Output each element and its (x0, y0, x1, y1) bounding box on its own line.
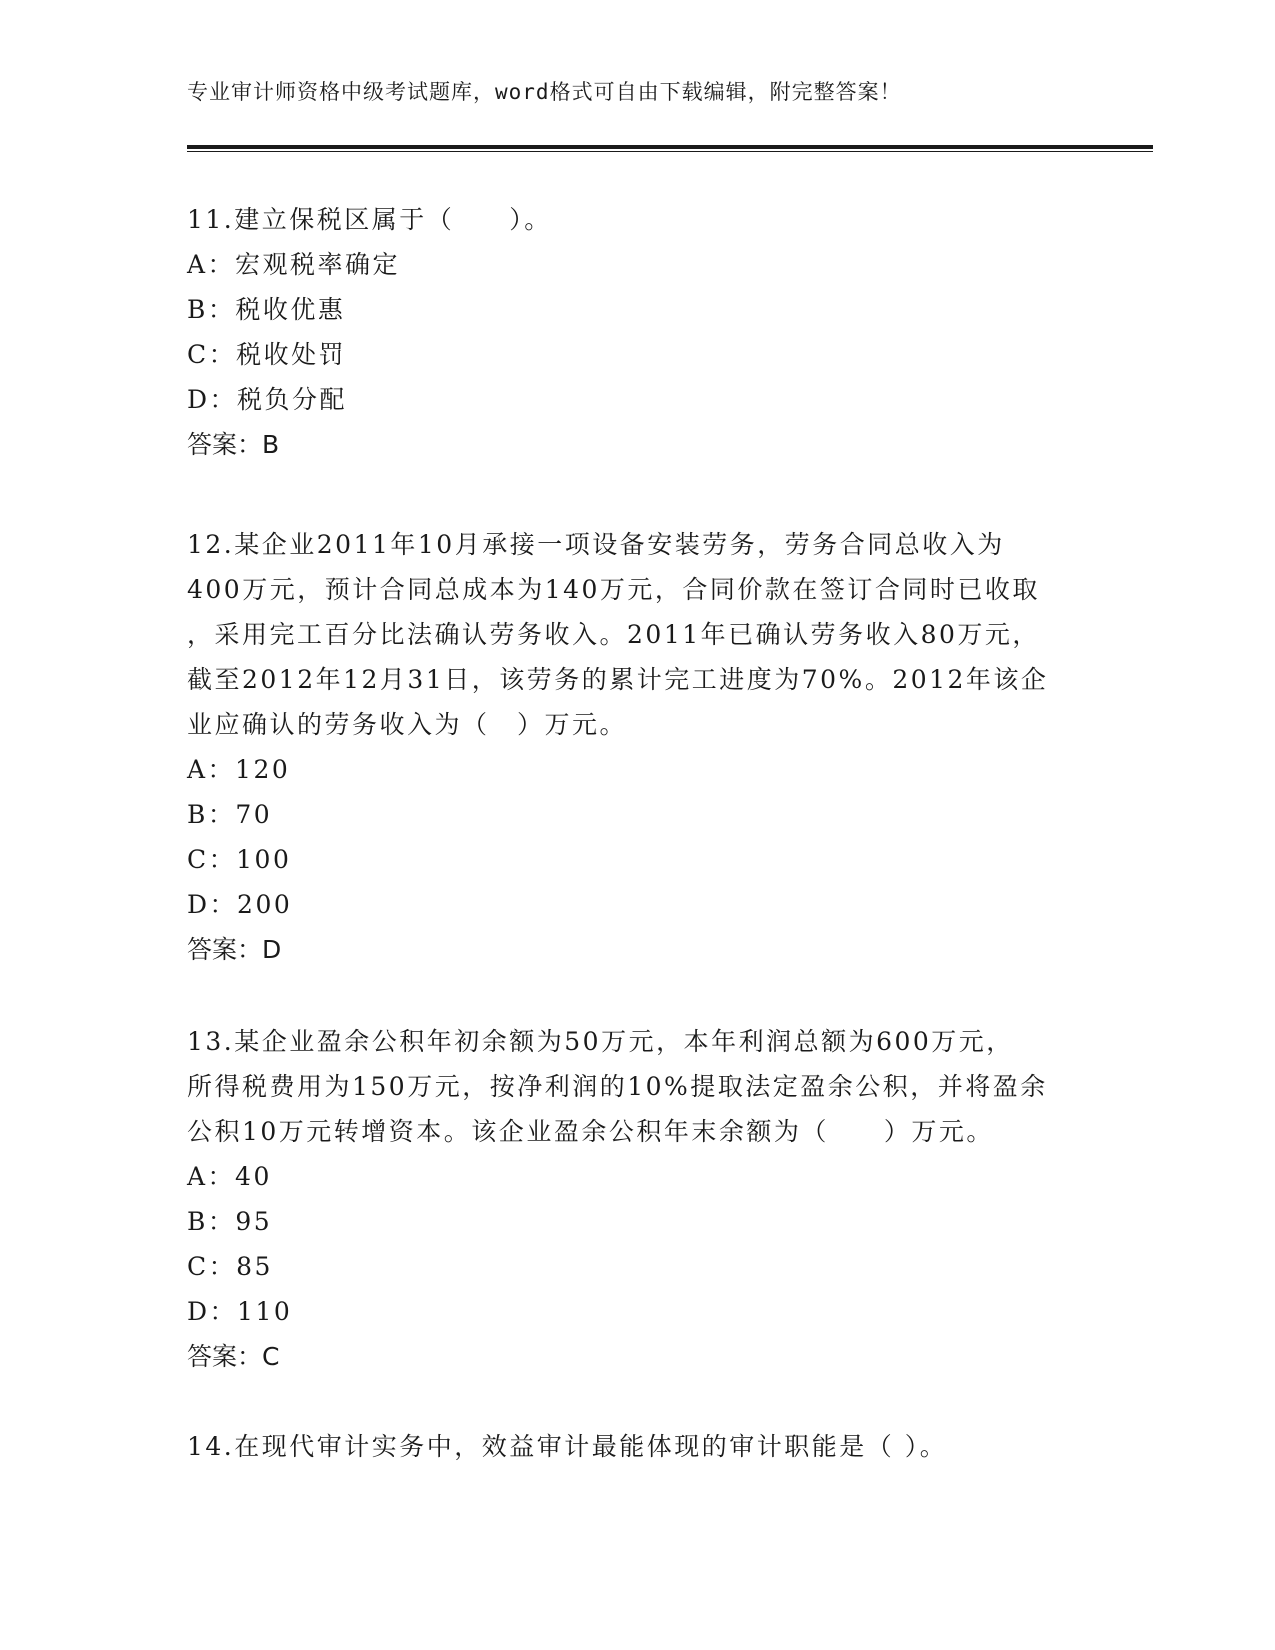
question-stem: 14.在现代审计实务中，效益审计最能体现的审计职能是（ ）。 (187, 1432, 948, 1461)
question-11 (187, 197, 1087, 467)
question-stem-line: 截至2012年12月31日，该劳务的累计完工进度为70%。2012年该企 (187, 665, 1049, 694)
option-c: C：税收处罚 (187, 340, 347, 369)
option-b: B：70 (187, 800, 273, 829)
answer-label: 答案：D (187, 935, 282, 964)
header-divider (187, 145, 1153, 152)
question-stem: 11.建立保税区属于（ ）。 (187, 205, 552, 234)
question-stem-line: 12.某企业2011年10月承接一项设备安装劳务，劳务合同总收入为 (187, 530, 1005, 559)
option-d: D：税负分配 (187, 385, 348, 414)
question-14 (187, 1424, 1087, 1469)
option-c: C：85 (187, 1252, 273, 1281)
question-12 (187, 522, 1087, 972)
option-d: D：200 (187, 890, 293, 919)
option-a: A：120 (187, 755, 291, 784)
option-b: B：95 (187, 1207, 273, 1236)
question-stem-line: ，采用完工百分比法确认劳务收入。2011年已确认劳务收入80万元， (187, 620, 1040, 649)
option-a: A：宏观税率确定 (187, 250, 401, 279)
question-stem-line: 业应确认的劳务收入为（ ）万元。 (187, 710, 628, 739)
option-a: A：40 (187, 1162, 272, 1191)
question-stem-line: 400万元，预计合同总成本为140万元，合同价款在签订合同时已收取 (187, 575, 1040, 604)
question-stem-line: 公积10万元转增资本。该企业盈余公积年末余额为（ ）万元。 (187, 1117, 994, 1146)
question-stem-line: 所得税费用为150万元，按净利润的10%提取法定盈余公积，并将盈余 (187, 1072, 1048, 1101)
answer-label: 答案：B (187, 430, 280, 459)
option-b: B：税收优惠 (187, 295, 346, 324)
option-c: C：100 (187, 845, 292, 874)
question-13 (187, 1019, 1087, 1379)
answer-label: 答案：C (187, 1342, 280, 1371)
question-stem-line: 13.某企业盈余公积年初余额为50万元，本年利润总额为600万元， (187, 1027, 1014, 1056)
page-header: 专业审计师资格中级考试题库，word格式可自由下载编辑，附完整答案！ (187, 80, 902, 104)
option-d: D：110 (187, 1297, 293, 1326)
